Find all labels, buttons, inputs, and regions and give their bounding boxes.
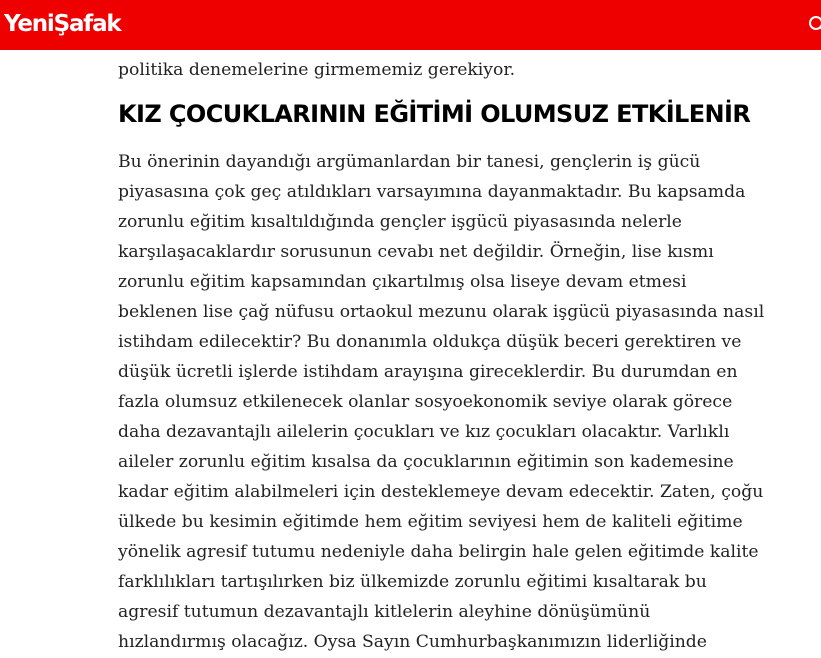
section-heading: KIZ ÇOCUKLARININ EĞİTİMİ OLUMSUZ ETKİLENİR xyxy=(118,100,751,128)
top-bar xyxy=(0,0,821,50)
paragraph-line: farklılıkları tartışılırken biz ülkemizde zorunlu eğitimi kısaltarak bu xyxy=(118,572,707,592)
paragraph-line: ülkede bu kesimin eğitimde hem eğitim seviyesi hem de kaliteli eğitime xyxy=(118,512,743,532)
paragraph-line: düşük ücretli işlerde istihdam arayışına gireceklerdir. Bu durumdan en xyxy=(118,362,738,382)
article-paragraph xyxy=(118,147,768,657)
paragraph-line: karşılaşacaklardır sorusunun cevabı net değildir. Örneğin, lise kısmı xyxy=(118,242,714,262)
paragraph-line: beklenen lise çağ nüfusu ortaokul mezunu olarak işgücü piyasasında nasıl xyxy=(118,302,765,322)
paragraph-line: piyasasına çok geç atıldıkları varsayımına dayanmaktadır. Bu kapsamda xyxy=(118,182,746,202)
paragraph-line: aileler zorunlu eğitim kısalsa da çocuklarının eğitimin son kademesine xyxy=(118,452,734,472)
paragraph-line: fazla olumsuz etkilenecek olanlar sosyoekonomik seviye olarak görece xyxy=(118,392,733,412)
site-logo[interactable]: YeniŞafak xyxy=(4,11,121,37)
paragraph-line: hızlandırmış olacağız. Oysa Sayın Cumhurbaşkanımızın liderliğinde xyxy=(118,632,707,652)
search-icon[interactable] xyxy=(808,15,821,35)
paragraph-line: Bu önerinin dayandığı argümanlardan bir tanesi, gençlerin iş gücü xyxy=(118,152,701,172)
paragraph-line: kadar eğitim alabilmeleri için desteklemeye devam edecektir. Zaten, çoğu xyxy=(118,482,764,502)
paragraph-line: agresif tutumun dezavantajlı kitlelerin aleyhine dönüşümünü xyxy=(118,602,651,622)
paragraph-line: zorunlu eğitim kısaltıldığında gençler işgücü piyasasında nelerle xyxy=(118,212,682,232)
paragraph-line: istihdam edilecektir? Bu donanımla oldukça düşük beceri gerektiren ve xyxy=(118,332,742,352)
paragraph-line: zorunlu eğitim kapsamından çıkartılmış olsa liseye devam etmesi xyxy=(118,272,687,292)
paragraph-line: daha dezavantajlı ailelerin çocukları ve kız çocukları olacaktır. Varlıklı xyxy=(118,422,730,442)
paragraph-line: yönelik agresif tutumu nedeniyle daha belirgin hale gelen eğitimde kalite xyxy=(118,542,759,562)
previous-paragraph-end: politika denemelerine girmememiz gerekiyor. xyxy=(118,60,516,80)
